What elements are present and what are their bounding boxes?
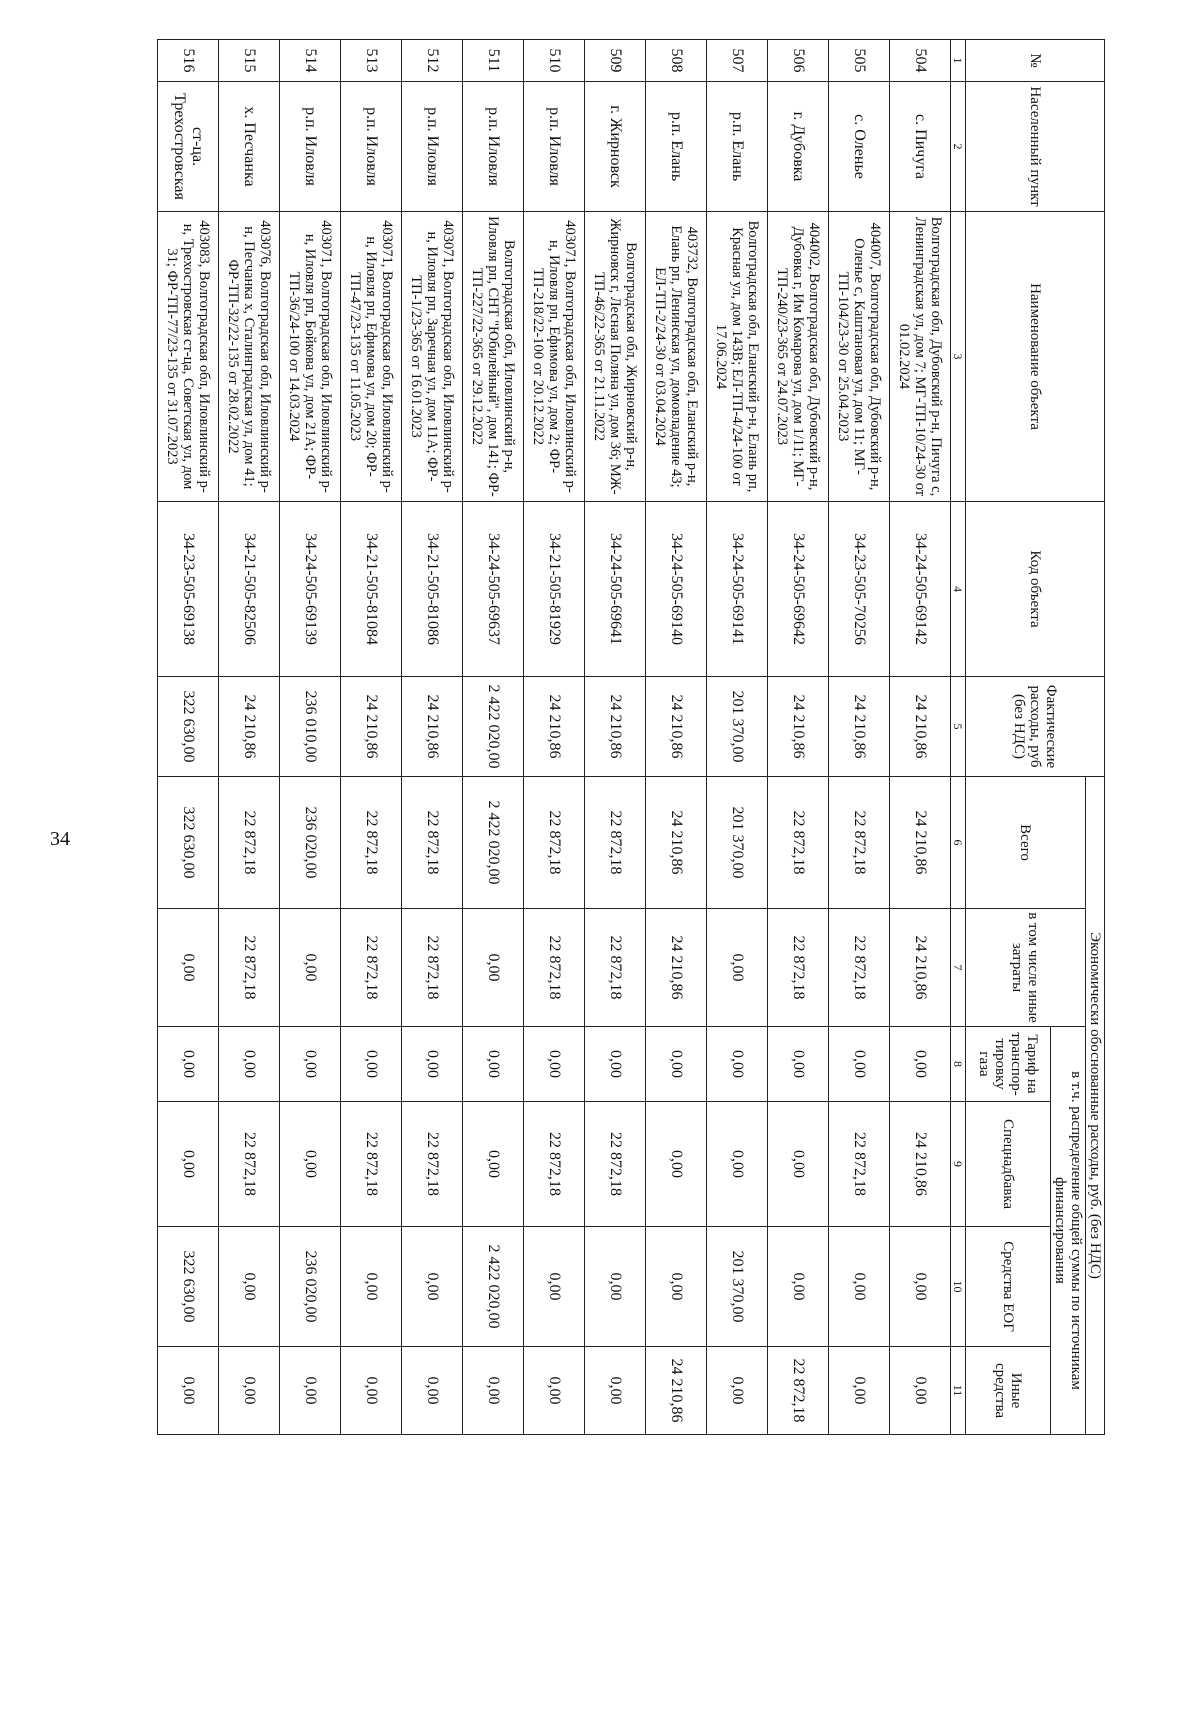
object-name-cell: Волгоградская обл, Дубовский р-н, Пичуга с, Ленинградская ул, дом 7; МГ-ТП-10/24-30 от 01.02.2024 — [890, 212, 951, 502]
other-funds-cell: 0,00 — [402, 1347, 463, 1435]
header-other-costs: в том числе иные затраты — [966, 909, 1086, 1027]
object-name-cell: 403071, Волгоградская обл, Иловлинский р-н, Иловля рп, Бойкова ул, дом 21А; ФР-ТП-36/24-100 от 14.03.2024 — [280, 212, 341, 502]
header-tariff: Тариф на транспор-тировку газа — [966, 1027, 1051, 1102]
table-row — [219, 40, 280, 1435]
table-row — [280, 40, 341, 1435]
eog-funds-cell: 0,00 — [646, 1227, 707, 1347]
column-number: 6 — [951, 777, 966, 909]
column-number: 10 — [951, 1227, 966, 1347]
other-costs-cell: 22 872,18 — [341, 909, 402, 1027]
other-funds-cell: 0,00 — [463, 1347, 524, 1435]
settlement-cell: р.п. Елань — [646, 82, 707, 212]
object-code-cell: 34-21-505-81086 — [402, 502, 463, 677]
total-cell: 22 872,18 — [219, 777, 280, 909]
eog-funds-cell: 322 630,00 — [158, 1227, 219, 1347]
total-cell: 322 630,00 — [158, 777, 219, 909]
object-name-cell: 403732, Волгоградская обл, Еланский р-н, Елань рп, Ленинская ул, домовладение 43; ЕЛ-ТП-2/24-30 от 03.04.2024 — [646, 212, 707, 502]
column-number: 5 — [951, 677, 966, 777]
column-number: 1 — [951, 40, 966, 82]
actual-costs-cell: 24 210,86 — [829, 677, 890, 777]
settlement-cell: р.п. Иловля — [402, 82, 463, 212]
object-name-cell: 404007, Волгоградская обл, Дубовский р-н, Оленье с, Каштановая ул, дом 11; МГ-ТП-104/23-30 от 25.04.2023 — [829, 212, 890, 502]
row-number: 507 — [707, 40, 768, 82]
actual-costs-cell: 24 210,86 — [524, 677, 585, 777]
object-code-cell: 34-24-505-69637 — [463, 502, 524, 677]
actual-costs-cell: 201 370,00 — [707, 677, 768, 777]
eog-funds-cell: 0,00 — [219, 1227, 280, 1347]
total-cell: 22 872,18 — [829, 777, 890, 909]
total-cell: 22 872,18 — [341, 777, 402, 909]
header-actual-costs: Фактические расходы, руб (без НДС) — [966, 677, 1105, 777]
object-code-cell: 34-21-505-81929 — [524, 502, 585, 677]
row-number: 516 — [158, 40, 219, 82]
actual-costs-cell: 24 210,86 — [646, 677, 707, 777]
tariff-cell: 0,00 — [219, 1027, 280, 1102]
tariff-cell: 0,00 — [463, 1027, 524, 1102]
object-name-cell: 403076, Волгоградская обл, Иловлинский р-н, Песчанка х, Сталинградская ул, дом 41; ФР-ТП-32/22-135 от 28.02.2022 — [219, 212, 280, 502]
table-row — [646, 40, 707, 1435]
eog-funds-cell: 0,00 — [585, 1227, 646, 1347]
header-settlement: Населенный пункт — [966, 82, 1105, 212]
column-number: 3 — [951, 212, 966, 502]
tariff-cell: 0,00 — [890, 1027, 951, 1102]
total-cell: 24 210,86 — [890, 777, 951, 909]
actual-costs-cell: 24 210,86 — [585, 677, 646, 777]
row-number: 515 — [219, 40, 280, 82]
column-number: 7 — [951, 909, 966, 1027]
total-cell: 22 872,18 — [524, 777, 585, 909]
total-cell: 236 020,00 — [280, 777, 341, 909]
total-cell: 22 872,18 — [585, 777, 646, 909]
eog-funds-cell: 0,00 — [524, 1227, 585, 1347]
other-funds-cell: 24 210,86 — [646, 1347, 707, 1435]
table-row — [463, 40, 524, 1435]
other-costs-cell: 24 210,86 — [890, 909, 951, 1027]
other-costs-cell: 0,00 — [707, 909, 768, 1027]
row-number: 504 — [890, 40, 951, 82]
costs-table — [157, 39, 1105, 1435]
object-code-cell: 34-23-505-69138 — [158, 502, 219, 677]
eog-funds-cell: 0,00 — [890, 1227, 951, 1347]
other-costs-cell: 22 872,18 — [768, 909, 829, 1027]
object-code-cell: 34-21-505-81084 — [341, 502, 402, 677]
table-row — [890, 40, 951, 1435]
eog-funds-cell: 2 422 020,00 — [463, 1227, 524, 1347]
table-row — [829, 40, 890, 1435]
special-surcharge-cell: 22 872,18 — [341, 1102, 402, 1227]
tariff-cell: 0,00 — [768, 1027, 829, 1102]
table-body — [158, 40, 951, 1435]
column-number: 8 — [951, 1027, 966, 1102]
special-surcharge-cell: 0,00 — [768, 1102, 829, 1227]
other-costs-cell: 22 872,18 — [524, 909, 585, 1027]
special-surcharge-cell: 0,00 — [707, 1102, 768, 1227]
object-code-cell: 34-24-505-69142 — [890, 502, 951, 677]
settlement-cell: р.п. Елань — [707, 82, 768, 212]
table-row — [707, 40, 768, 1435]
special-surcharge-cell: 22 872,18 — [585, 1102, 646, 1227]
object-code-cell: 34-23-505-70256 — [829, 502, 890, 677]
header-special-surcharge: Спецнадбавка — [966, 1102, 1051, 1227]
settlement-cell: р.п. Иловля — [280, 82, 341, 212]
tariff-cell: 0,00 — [646, 1027, 707, 1102]
header-other-funds: Иные средства — [966, 1347, 1051, 1435]
total-cell: 201 370,00 — [707, 777, 768, 909]
object-name-cell: 403071, Волгоградская обл, Иловлинский р-н, Иловля рп, Ефимова ул, дом 20; ФР-ТП-47/23-135 от 11.05.2023 — [341, 212, 402, 502]
special-surcharge-cell: 0,00 — [646, 1102, 707, 1227]
header-justified-group: Экономически обоснованные расходы, руб. (без НДС) — [1086, 777, 1105, 1435]
header-object-name: Наименование объекта — [966, 212, 1105, 502]
actual-costs-cell: 24 210,86 — [768, 677, 829, 777]
row-number: 514 — [280, 40, 341, 82]
tariff-cell: 0,00 — [280, 1027, 341, 1102]
settlement-cell: г. Дубовка — [768, 82, 829, 212]
total-cell: 22 872,18 — [768, 777, 829, 909]
tariff-cell: 0,00 — [402, 1027, 463, 1102]
header-total: Всего — [966, 777, 1086, 909]
settlement-cell: р.п. Иловля — [463, 82, 524, 212]
rotated-table-container — [105, 39, 1105, 1434]
actual-costs-cell: 236 010,00 — [280, 677, 341, 777]
total-cell: 2 422 020,00 — [463, 777, 524, 909]
settlement-cell: х. Песчанка — [219, 82, 280, 212]
other-costs-cell: 0,00 — [463, 909, 524, 1027]
object-name-cell: 403083, Волгоградская обл, Иловлинский р-н, Трехостровская ст-ца, Советская ул, дом 31; ФР-ТП-77/23-135 от 31.07.2023 — [158, 212, 219, 502]
special-surcharge-cell: 0,00 — [280, 1102, 341, 1227]
tariff-cell: 0,00 — [707, 1027, 768, 1102]
eog-funds-cell: 0,00 — [402, 1227, 463, 1347]
settlement-cell: ст-ца. Трехостровская — [158, 82, 219, 212]
other-costs-cell: 0,00 — [158, 909, 219, 1027]
actual-costs-cell: 24 210,86 — [341, 677, 402, 777]
settlement-cell: р.п. Иловля — [341, 82, 402, 212]
special-surcharge-cell: 22 872,18 — [524, 1102, 585, 1227]
actual-costs-cell: 24 210,86 — [890, 677, 951, 777]
other-costs-cell: 22 872,18 — [219, 909, 280, 1027]
header-eog-funds: Средства ЕОГ — [966, 1227, 1051, 1347]
page-number: 34 — [50, 828, 70, 850]
other-funds-cell: 0,00 — [219, 1347, 280, 1435]
table-row — [402, 40, 463, 1435]
total-cell: 22 872,18 — [402, 777, 463, 909]
actual-costs-cell: 24 210,86 — [402, 677, 463, 777]
object-code-cell: 34-24-505-69141 — [707, 502, 768, 677]
special-surcharge-cell: 22 872,18 — [219, 1102, 280, 1227]
object-name-cell: 403071, Волгоградская обл, Иловлинский р-н, Иловля рп, Ефимова ул, дом 2; ФР-ТП-218/22-100 от 20.12.2022 — [524, 212, 585, 502]
actual-costs-cell: 24 210,86 — [219, 677, 280, 777]
other-funds-cell: 0,00 — [707, 1347, 768, 1435]
object-name-cell: Волгоградская обл, Еланский р-н, Елань рп, Красная ул, дом 143В; ЕЛ-ТП-4/24-100 от 17.06.2024 — [707, 212, 768, 502]
other-funds-cell: 0,00 — [158, 1347, 219, 1435]
tariff-cell: 0,00 — [158, 1027, 219, 1102]
object-code-cell: 34-24-505-69642 — [768, 502, 829, 677]
other-costs-cell: 22 872,18 — [829, 909, 890, 1027]
special-surcharge-cell: 0,00 — [158, 1102, 219, 1227]
table-row — [158, 40, 219, 1435]
settlement-cell: р.п. Иловля — [524, 82, 585, 212]
other-funds-cell: 0,00 — [280, 1347, 341, 1435]
object-name-cell: 404002, Волгоградская обл, Дубовский р-н, Дубовка г, Им Комарова ул, дом 1/11; МГ-ТП-240/23-365 от 24.07.2023 — [768, 212, 829, 502]
tariff-cell: 0,00 — [829, 1027, 890, 1102]
table-row — [768, 40, 829, 1435]
other-costs-cell: 22 872,18 — [402, 909, 463, 1027]
column-numbers-row — [951, 40, 966, 1435]
row-number: 513 — [341, 40, 402, 82]
row-number: 506 — [768, 40, 829, 82]
object-name-cell: 403071, Волгоградская обл, Иловлинский р-н, Иловля рп, Заречная ул, дом 11А; ФР-ТП-1/23-365 от 16.01.2023 — [402, 212, 463, 502]
column-number: 4 — [951, 502, 966, 677]
special-surcharge-cell: 0,00 — [463, 1102, 524, 1227]
table-row — [524, 40, 585, 1435]
settlement-cell: с. Пичуга — [890, 82, 951, 212]
tariff-cell: 0,00 — [341, 1027, 402, 1102]
row-number: 509 — [585, 40, 646, 82]
row-number: 512 — [402, 40, 463, 82]
eog-funds-cell: 0,00 — [341, 1227, 402, 1347]
actual-costs-cell: 2 422 020,00 — [463, 677, 524, 777]
eog-funds-cell: 0,00 — [768, 1227, 829, 1347]
object-code-cell: 34-24-505-69139 — [280, 502, 341, 677]
settlement-cell: с. Оленье — [829, 82, 890, 212]
other-funds-cell: 0,00 — [829, 1347, 890, 1435]
object-name-cell: Волгоградская обл, Жирновский р-н, Жирновск г, Лесная Поляна ул, дом 36; МЖ-ТП-46/22-365 от 21.11.2022 — [585, 212, 646, 502]
settlement-cell: г. Жирновск — [585, 82, 646, 212]
object-code-cell: 34-24-505-69641 — [585, 502, 646, 677]
other-costs-cell: 22 872,18 — [585, 909, 646, 1027]
row-number: 510 — [524, 40, 585, 82]
special-surcharge-cell: 22 872,18 — [829, 1102, 890, 1227]
row-number: 505 — [829, 40, 890, 82]
tariff-cell: 0,00 — [585, 1027, 646, 1102]
other-costs-cell: 24 210,86 — [646, 909, 707, 1027]
row-number: 508 — [646, 40, 707, 82]
eog-funds-cell: 0,00 — [829, 1227, 890, 1347]
header-object-code: Код объекта — [966, 502, 1105, 677]
actual-costs-cell: 322 630,00 — [158, 677, 219, 777]
other-funds-cell: 0,00 — [341, 1347, 402, 1435]
column-number: 9 — [951, 1102, 966, 1227]
row-number: 511 — [463, 40, 524, 82]
header-distribution-group: в т.ч. распределение общей суммы по источникам финансирования — [1051, 1027, 1086, 1435]
table-row — [341, 40, 402, 1435]
object-name-cell: Волгоградская обл, Иловлинский р-н, Иловля рп, СНТ "Юбилейный", дом 141; ФР-ТП-227/22-365 от 29.12.2022 — [463, 212, 524, 502]
other-funds-cell: 0,00 — [585, 1347, 646, 1435]
other-funds-cell: 0,00 — [524, 1347, 585, 1435]
table-header — [951, 40, 1105, 1435]
header-num: № — [966, 40, 1105, 82]
other-costs-cell: 0,00 — [280, 909, 341, 1027]
special-surcharge-cell: 22 872,18 — [402, 1102, 463, 1227]
table-row — [585, 40, 646, 1435]
total-cell: 24 210,86 — [646, 777, 707, 909]
column-number: 11 — [951, 1347, 966, 1435]
special-surcharge-cell: 24 210,86 — [890, 1102, 951, 1227]
column-number: 2 — [951, 82, 966, 212]
object-code-cell: 34-24-505-69140 — [646, 502, 707, 677]
other-funds-cell: 0,00 — [890, 1347, 951, 1435]
eog-funds-cell: 201 370,00 — [707, 1227, 768, 1347]
eog-funds-cell: 236 020,00 — [280, 1227, 341, 1347]
tariff-cell: 0,00 — [524, 1027, 585, 1102]
object-code-cell: 34-21-505-82506 — [219, 502, 280, 677]
other-funds-cell: 22 872,18 — [768, 1347, 829, 1435]
